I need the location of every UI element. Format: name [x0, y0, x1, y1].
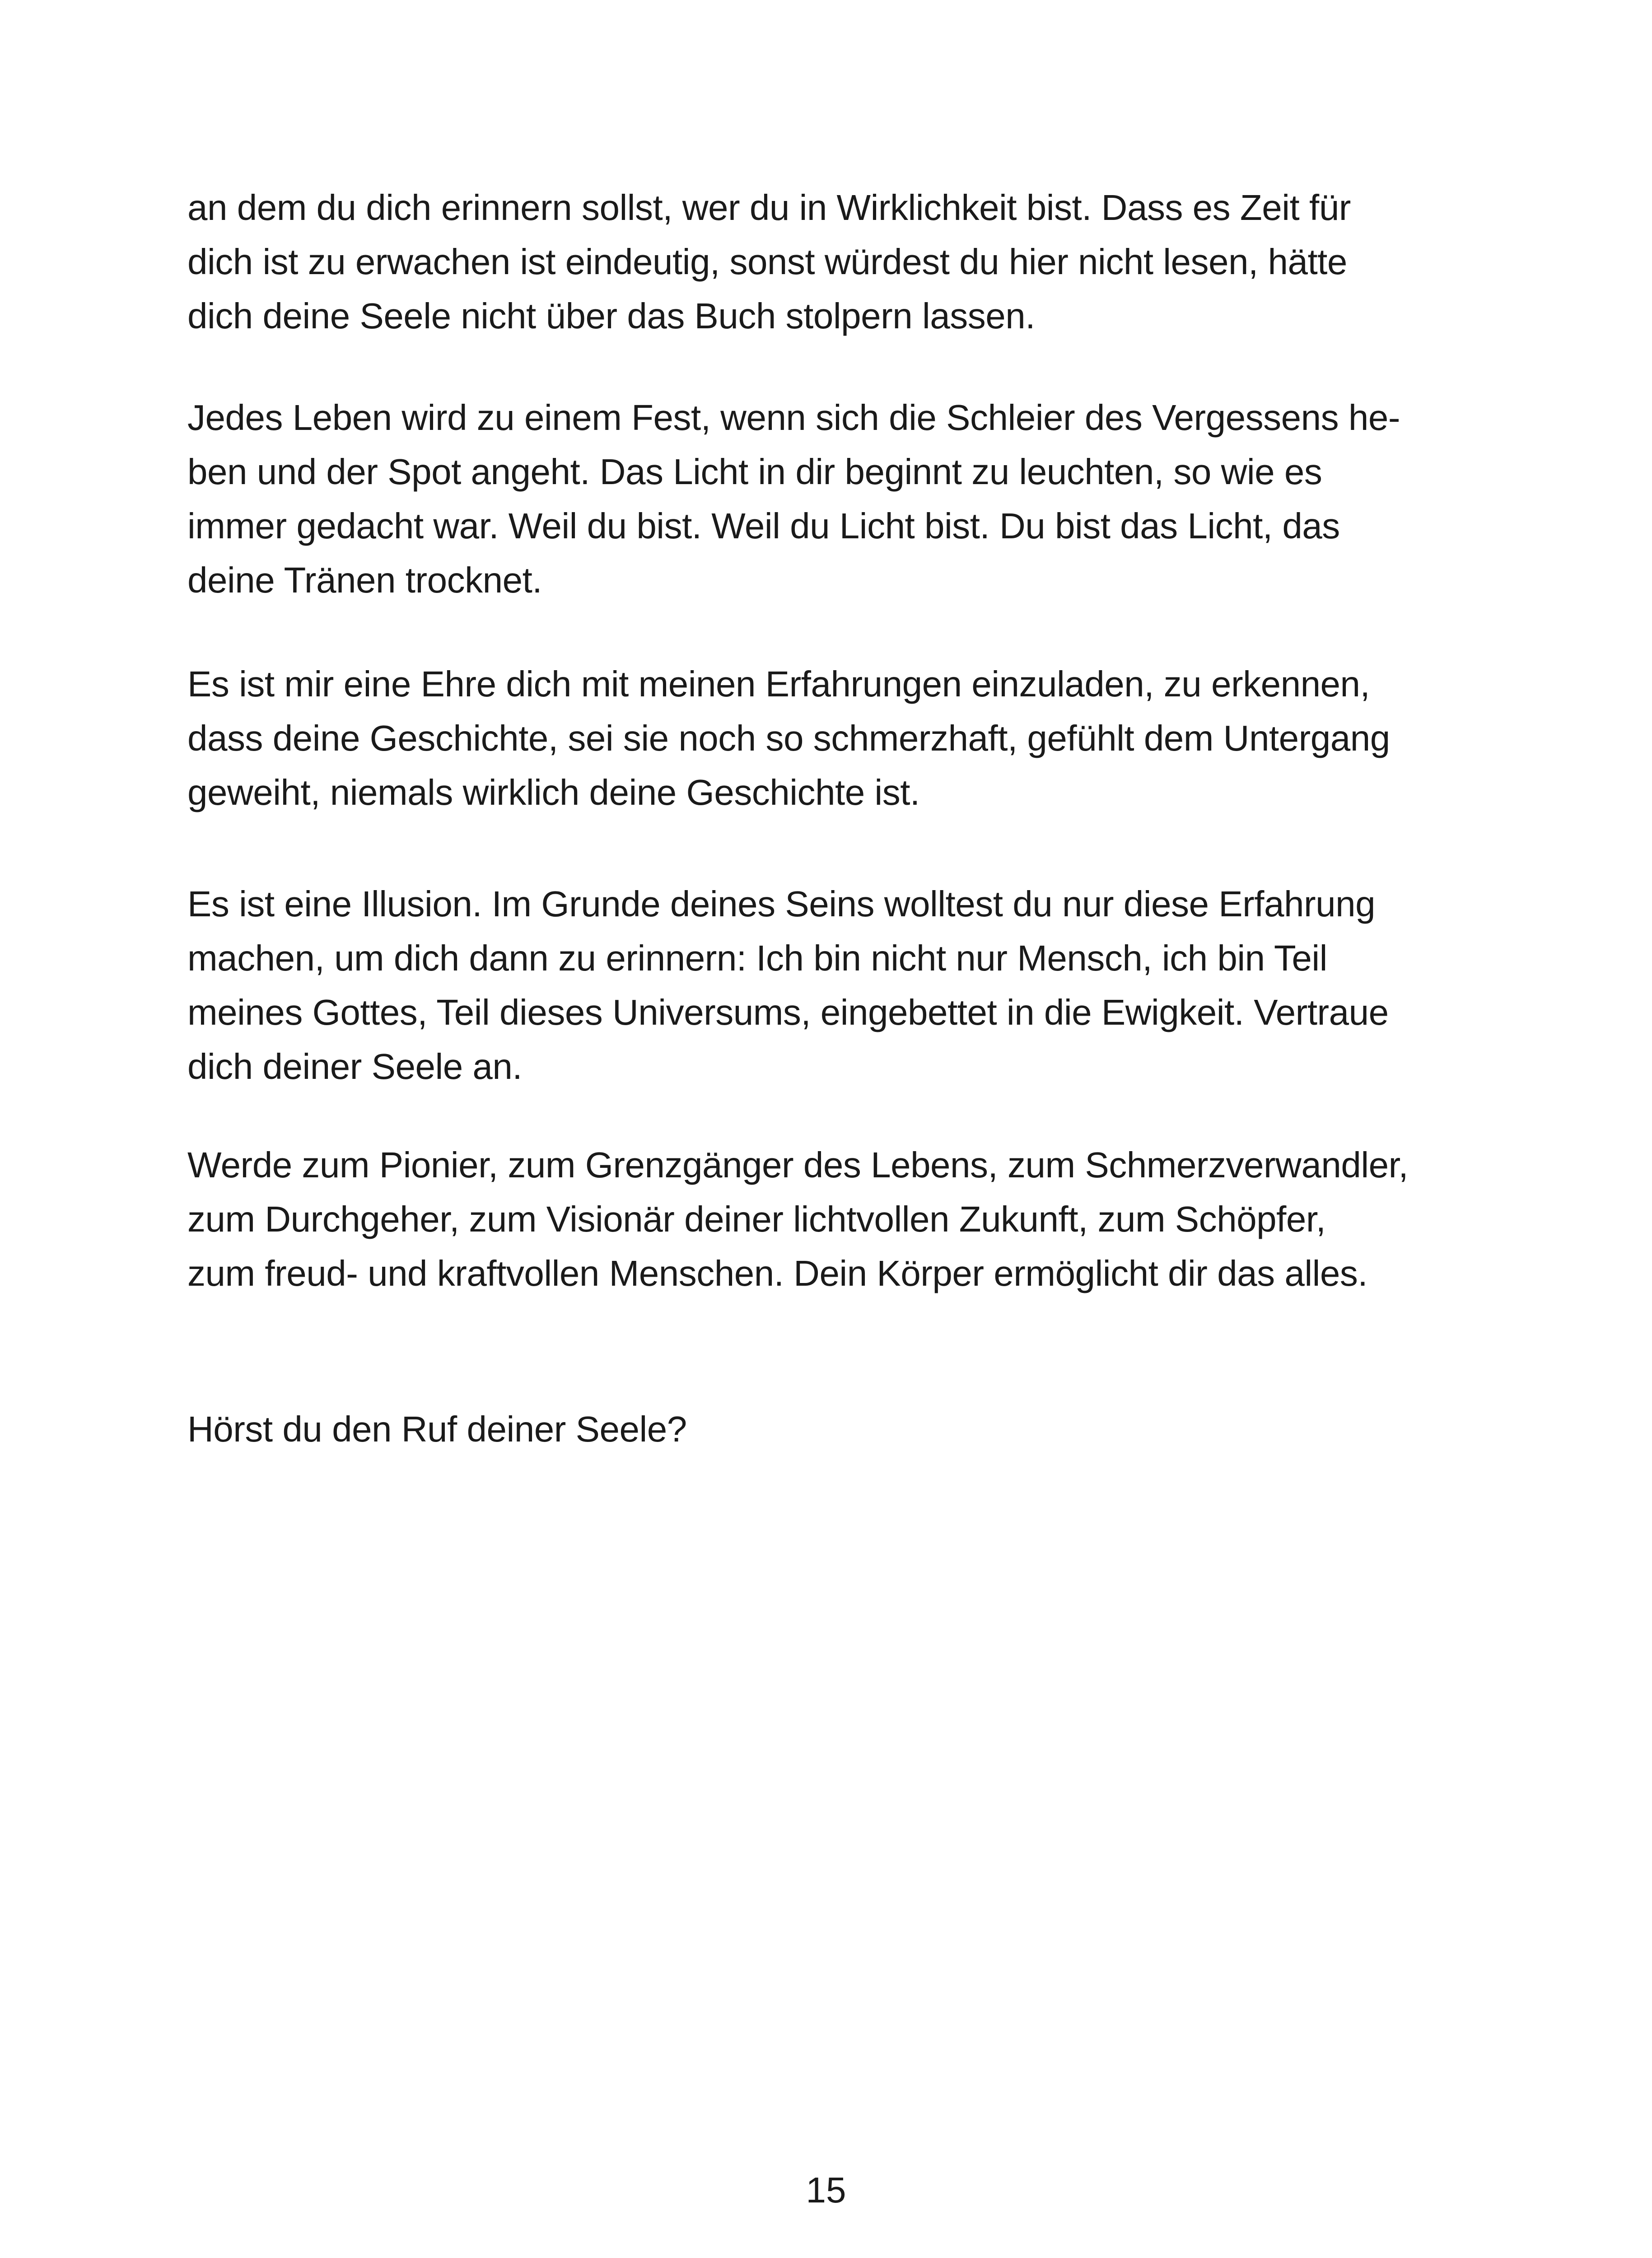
text-line: an dem du dich erinnern sollst, wer du in Wirklichkeit bist. Dass es Zeit für: [187, 187, 1351, 228]
closing-question: [187, 1402, 1497, 1456]
text-line: ben und der Spot angeht. Das Licht in dir beginnt zu leuchten, so wie es: [187, 452, 1322, 492]
text-line: dass deine Geschichte, sei sie noch so schmerzhaft, gefühlt dem Untergang: [187, 718, 1390, 758]
text-line: Werde zum Pionier, zum Grenzgänger des Lebens, zum Schmerzverwandler,: [187, 1145, 1409, 1185]
text-line: Es ist eine Illusion. Im Grunde deines Seins wolltest du nur diese Erfahrung: [187, 884, 1376, 924]
paragraph: [187, 877, 1497, 1094]
text-line: meines Gottes, Teil dieses Universums, eingebettet in die Ewigkeit. Vertraue: [187, 992, 1389, 1032]
text-line: immer gedacht war. Weil du bist. Weil du Licht bist. Du bist das Licht, das: [187, 506, 1340, 546]
text-line: dich ist zu erwachen ist eindeutig, sonst würdest du hier nicht lesen, hätte: [187, 242, 1347, 282]
text-line: zum freud- und kraftvollen Menschen. Dein Körper ermöglicht dir das alles.: [187, 1253, 1368, 1293]
text-line: zum Durchgeher, zum Visionär deiner lichtvollen Zukunft, zum Schöpfer,: [187, 1199, 1326, 1239]
paragraph: [187, 1138, 1497, 1301]
text-line: Es ist mir eine Ehre dich mit meinen Erfahrungen einzuladen, zu erkennen,: [187, 664, 1370, 704]
text-line: Hörst du den Ruf deiner Seele?: [187, 1409, 687, 1449]
text-line: deine Tränen trocknet.: [187, 560, 542, 600]
text-line: machen, um dich dann zu erinnern: Ich bin nicht nur Mensch, ich bin Teil: [187, 938, 1327, 978]
text-line: dich deine Seele nicht über das Buch stolpern lassen.: [187, 296, 1035, 336]
paragraph: [187, 391, 1497, 607]
paragraph: [187, 657, 1497, 820]
text-line: geweiht, niemals wirklich deine Geschichte ist.: [187, 772, 920, 812]
text-line: dich deiner Seele an.: [187, 1046, 523, 1087]
page-number: 15: [806, 2170, 846, 2210]
text-line: Jedes Leben wird zu einem Fest, wenn sich die Schleier des Vergessens he-: [187, 397, 1400, 438]
paragraph: [187, 181, 1497, 343]
